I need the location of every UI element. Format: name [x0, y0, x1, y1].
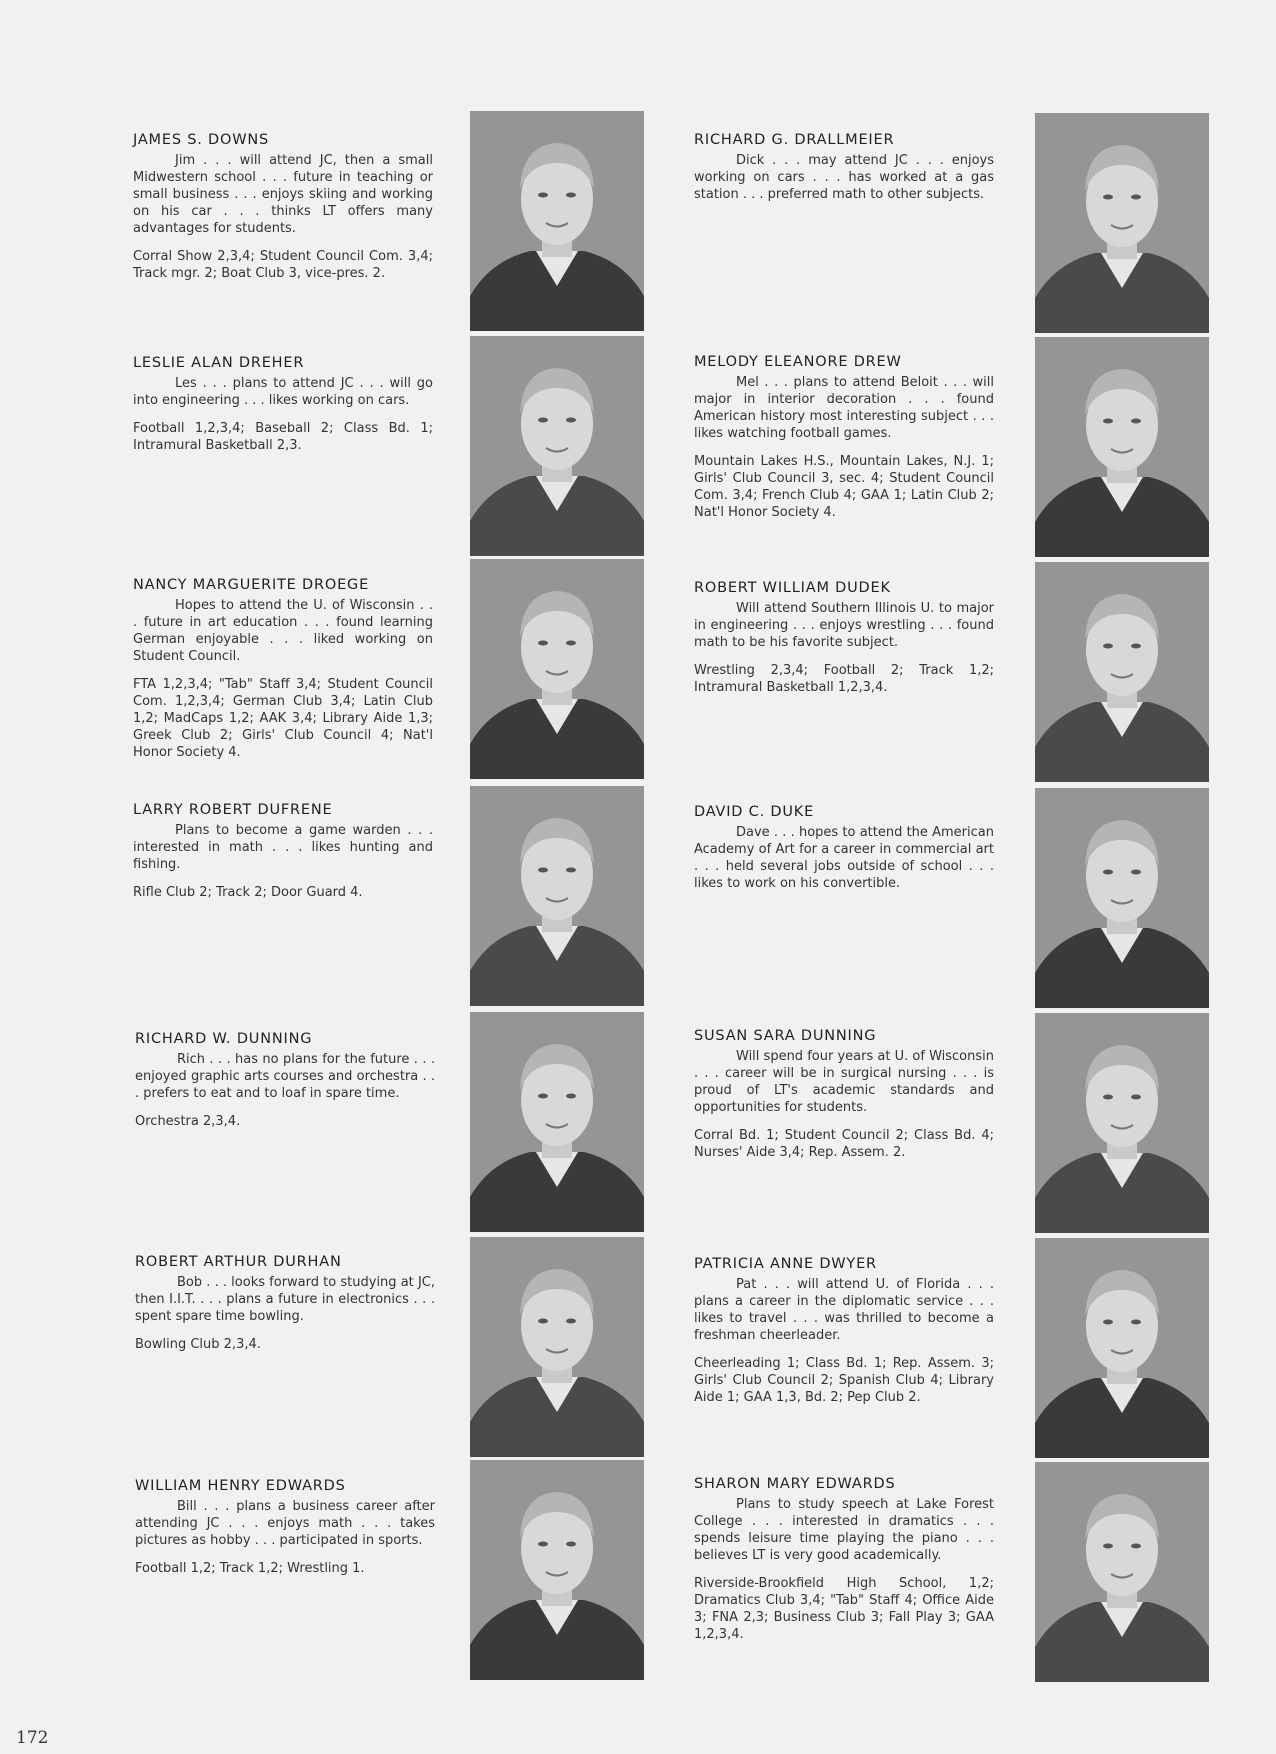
student-activities: Riverside-Brookfield High School, 1,2; Dramatics Club 3,4; "Tab" Staff 4; Office Aide 3; FNA 2,3; Business Club 3; Fall Play 3; GAA 1,2,3,4. — [694, 1576, 994, 1642]
student-bio: Plans to study speech at Lake Forest College . . . interested in dramatics . . . spends leisure time playing the piano . . . believes LT is very good academically. — [694, 1497, 994, 1563]
student-activities: Cheerleading 1; Class Bd. 1; Rep. Assem. 3; Girls' Club Council 2; Spanish Club 4; Library Aide 1; GAA 1,3, Bd. 2; Pep Club 2. — [694, 1356, 994, 1405]
student-bio: Hopes to attend the U. of Wisconsin . . . future in art education . . . found learning German enjoyable . . . liked working on Student Council. — [133, 598, 433, 664]
student-bio: Pat . . . will attend U. of Florida . . . plans a career in the diplomatic service . . . likes to travel . . . was thrilled to become a freshman cheerleader. — [694, 1277, 994, 1343]
student-entry — [133, 577, 433, 761]
student-activities: Bowling Club 2,3,4. — [135, 1337, 261, 1352]
student-portrait — [1035, 337, 1209, 557]
student-entry — [694, 1028, 994, 1161]
student-bio: Bob . . . looks forward to studying at JC, then I.I.T. . . . plans a future in electronics . . . spent spare time bowling. — [135, 1275, 435, 1324]
student-portrait — [1035, 1238, 1209, 1458]
student-entry — [135, 1254, 435, 1353]
student-bio: Jim . . . will attend JC, then a small Midwestern school . . . future in teaching or small business . . . enjoys skiing and working on his car . . . thinks LT offers many advantages for students. — [133, 153, 433, 236]
student-entry — [694, 132, 994, 203]
student-entry — [133, 802, 433, 901]
student-portrait — [1035, 1462, 1209, 1682]
student-entry — [694, 804, 994, 892]
student-name: PATRICIA ANNE DWYER — [694, 1256, 877, 1272]
student-entry — [694, 1476, 994, 1643]
student-name: NANCY MARGUERITE DROEGE — [133, 577, 370, 593]
student-portrait — [470, 559, 644, 779]
student-bio: Dave . . . hopes to attend the American Academy of Art for a career in commercial art . . . held several jobs outside of school . . . likes to work on his convertible. — [694, 825, 994, 891]
student-activities: Mountain Lakes H.S., Mountain Lakes, N.J. 1; Girls' Club Council 3, sec. 4; Student Council Com. 3,4; French Club 4; GAA 1; Latin Club 2; Nat'l Honor Society 4. — [694, 454, 994, 520]
student-entry — [694, 580, 994, 696]
student-name: ROBERT ARTHUR DURHAN — [135, 1254, 342, 1270]
student-activities: FTA 1,2,3,4; "Tab" Staff 3,4; Student Council Com. 1,2,3,4; German Club 3,4; Latin Club 1,2; MadCaps 1,2; AAK 3,4; Library Aide 1,3; Greek Club 2; Girls' Club Council 4; Nat'l Honor Society 4. — [133, 677, 433, 760]
student-name: MELODY ELEANORE DREW — [694, 354, 902, 370]
student-portrait — [470, 1012, 644, 1232]
student-bio: Bill . . . plans a business career after attending JC . . . enjoys math . . . takes pictures as hobby . . . participated in sports. — [135, 1499, 435, 1548]
student-bio: Plans to become a game warden . . . interested in math . . . likes hunting and fishing. — [133, 823, 433, 872]
student-entry — [133, 355, 433, 454]
student-activities: Corral Show 2,3,4; Student Council Com. 3,4; Track mgr. 2; Boat Club 3, vice-pres. 2. — [133, 249, 433, 281]
student-activities: Orchestra 2,3,4. — [135, 1114, 241, 1129]
student-entry — [135, 1478, 435, 1577]
student-bio: Rich . . . has no plans for the future . . . enjoyed graphic arts courses and orchestra . . . prefers to eat and to loaf in spare time. — [135, 1052, 435, 1101]
student-name: JAMES S. DOWNS — [133, 132, 270, 148]
student-name: LESLIE ALAN DREHER — [133, 355, 305, 371]
student-entry — [135, 1031, 435, 1130]
student-bio: Will spend four years at U. of Wisconsin . . . career will be in surgical nursing . . . is proud of LT's academic standards and opportunities for students. — [694, 1049, 994, 1115]
student-bio: Will attend Southern Illinois U. to major in engineering . . . enjoys wrestling . . . found math to be his favorite subject. — [694, 601, 994, 650]
student-entry — [694, 354, 994, 521]
student-name: RICHARD G. DRALLMEIER — [694, 132, 895, 148]
student-activities: Football 1,2,3,4; Baseball 2; Class Bd. 1; Intramural Basketball 2,3. — [133, 421, 433, 453]
student-bio: Mel . . . plans to attend Beloit . . . will major in interior decoration . . . found American history most interesting subject . . . likes watching football games. — [694, 375, 994, 441]
student-name: WILLIAM HENRY EDWARDS — [135, 1478, 346, 1494]
student-name: SHARON MARY EDWARDS — [694, 1476, 896, 1492]
student-portrait — [470, 111, 644, 331]
student-portrait — [470, 1460, 644, 1680]
student-bio: Dick . . . may attend JC . . . enjoys working on cars . . . has worked at a gas station . . . preferred math to other subjects. — [694, 153, 994, 202]
student-bio: Les . . . plans to attend JC . . . will go into engineering . . . likes working on cars. — [133, 376, 433, 408]
student-portrait — [1035, 113, 1209, 333]
student-activities: Corral Bd. 1; Student Council 2; Class Bd. 4; Nurses' Aide 3,4; Rep. Assem. 2. — [694, 1128, 994, 1160]
student-portrait — [470, 336, 644, 556]
student-name: LARRY ROBERT DUFRENE — [133, 802, 333, 818]
student-entry — [133, 132, 433, 282]
student-activities: Rifle Club 2; Track 2; Door Guard 4. — [133, 885, 363, 900]
student-name: SUSAN SARA DUNNING — [694, 1028, 877, 1044]
student-portrait — [1035, 562, 1209, 782]
student-name: RICHARD W. DUNNING — [135, 1031, 313, 1047]
student-activities: Wrestling 2,3,4; Football 2; Track 1,2; Intramural Basketball 1,2,3,4. — [694, 663, 994, 695]
student-portrait — [470, 1237, 644, 1457]
student-portrait — [1035, 788, 1209, 1008]
student-name: DAVID C. DUKE — [694, 804, 815, 820]
student-entry — [694, 1256, 994, 1406]
student-name: ROBERT WILLIAM DUDEK — [694, 580, 891, 596]
student-portrait — [1035, 1013, 1209, 1233]
student-activities: Football 1,2; Track 1,2; Wrestling 1. — [135, 1561, 365, 1576]
student-portrait — [470, 786, 644, 1006]
page-number: 172 — [16, 1728, 49, 1748]
